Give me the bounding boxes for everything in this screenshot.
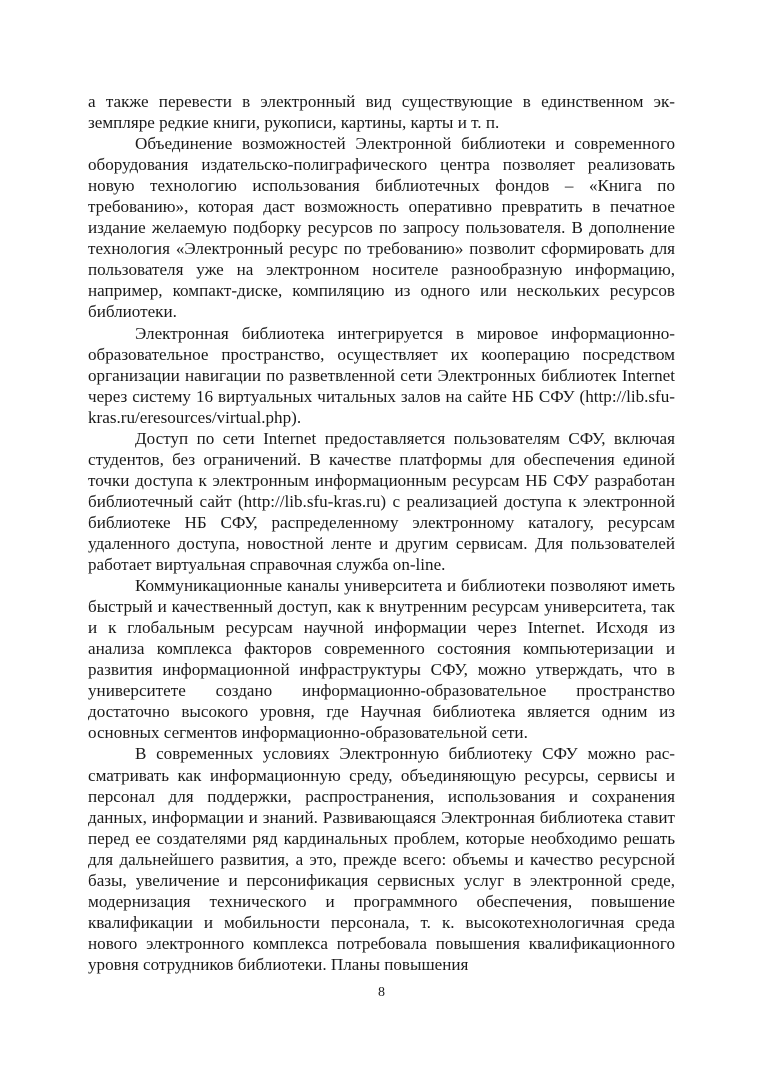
paragraph: Электронная библиотека интегрируется в мировое информационно-образовательное пространство, осуществляет их кооперацию посредством организации навигации по разветвленной сети Электронных библиотек Internet через систему 16 виртуальных читальных залов на сайте НБ СФУ (http://lib.sfu-kras.ru/eresources/virtual.php). <box>88 323 675 427</box>
paragraph: Доступ по сети Internet предоставляется пользователям СФУ, включая студентов, без ограничений. В качестве платформы для обеспечения единой точки доступа к электронным информационным ресурсам НБ СФУ разработан библиотечный сайт (http://lib.sfu-kras.ru) с реализацией доступа к электронной библиотеке НБ СФУ, распределенному электронному каталогу, ресурсам удаленного доступа, новостной ленте и другим сервисам. Для пользователей работает виртуальная справочная служба on-line. <box>88 428 675 575</box>
body-text <box>88 91 675 975</box>
paragraph: Коммуникационные каналы университета и библиотеки позволяют иметь быстрый и качественный доступ, как к внутренним ресурсам университета, так и к глобальным ресурсам научной информации через Internet. Исходя из анализа комплекса факторов современного состояния компьютеризации и развития информационной инфраструктуры СФУ, можно утверждать, что в университете создано информационно-образовательное пространство достаточно высокого уровня, где Научная библиотека является одним из основных сегментов информационно-образовательной сети. <box>88 576 675 743</box>
page-number: 8 <box>378 985 385 1000</box>
paragraph: В современных условиях Электронную библиотеку СФУ можно рассматривать как информационную среду, объединяющую ресурсы, сервисы и персонал для поддержки, распространения, использования и сохранения данных, информации и знаний. Развивающаяся Электронная библиотека ставит перед ее создателями ряд кардинальных проблем, которые необходимо решать для дальнейшего развития, а это, прежде всего: объемы и качество ресурсной базы, увеличение и персонификация сервисных услуг в электронной среде, модернизация технического и программного обеспечения, повышение квалификации и мобильности персонала, т. к. высокотехнологичная среда нового электронного комплекса потребовала повышения квалификационного уровня сотрудников библиотеки. Планы повышения <box>88 744 675 974</box>
paragraph-continuation: а также перевести в электронный вид существующие в единственном экземпляре редкие книги, рукописи, картины, карты и т. п. <box>88 92 675 133</box>
paragraph: Объединение возможностей Электронной библиотеки и современного оборудования издательско-полиграфического центра позволяет реализовать новую технологию использования библиотечных фондов – «Книга по требованию», которая даст возможность оперативно превратить в печатное издание желаемую подборку ресурсов по запросу пользователя. В дополнение технология «Электронный ресурс по требованию» позволит сформировать для пользователя уже на электронном носителе разнообразную информацию, например, компакт-диске, компиляцию из одного или нескольких ресурсов библиотеки. <box>88 134 675 322</box>
